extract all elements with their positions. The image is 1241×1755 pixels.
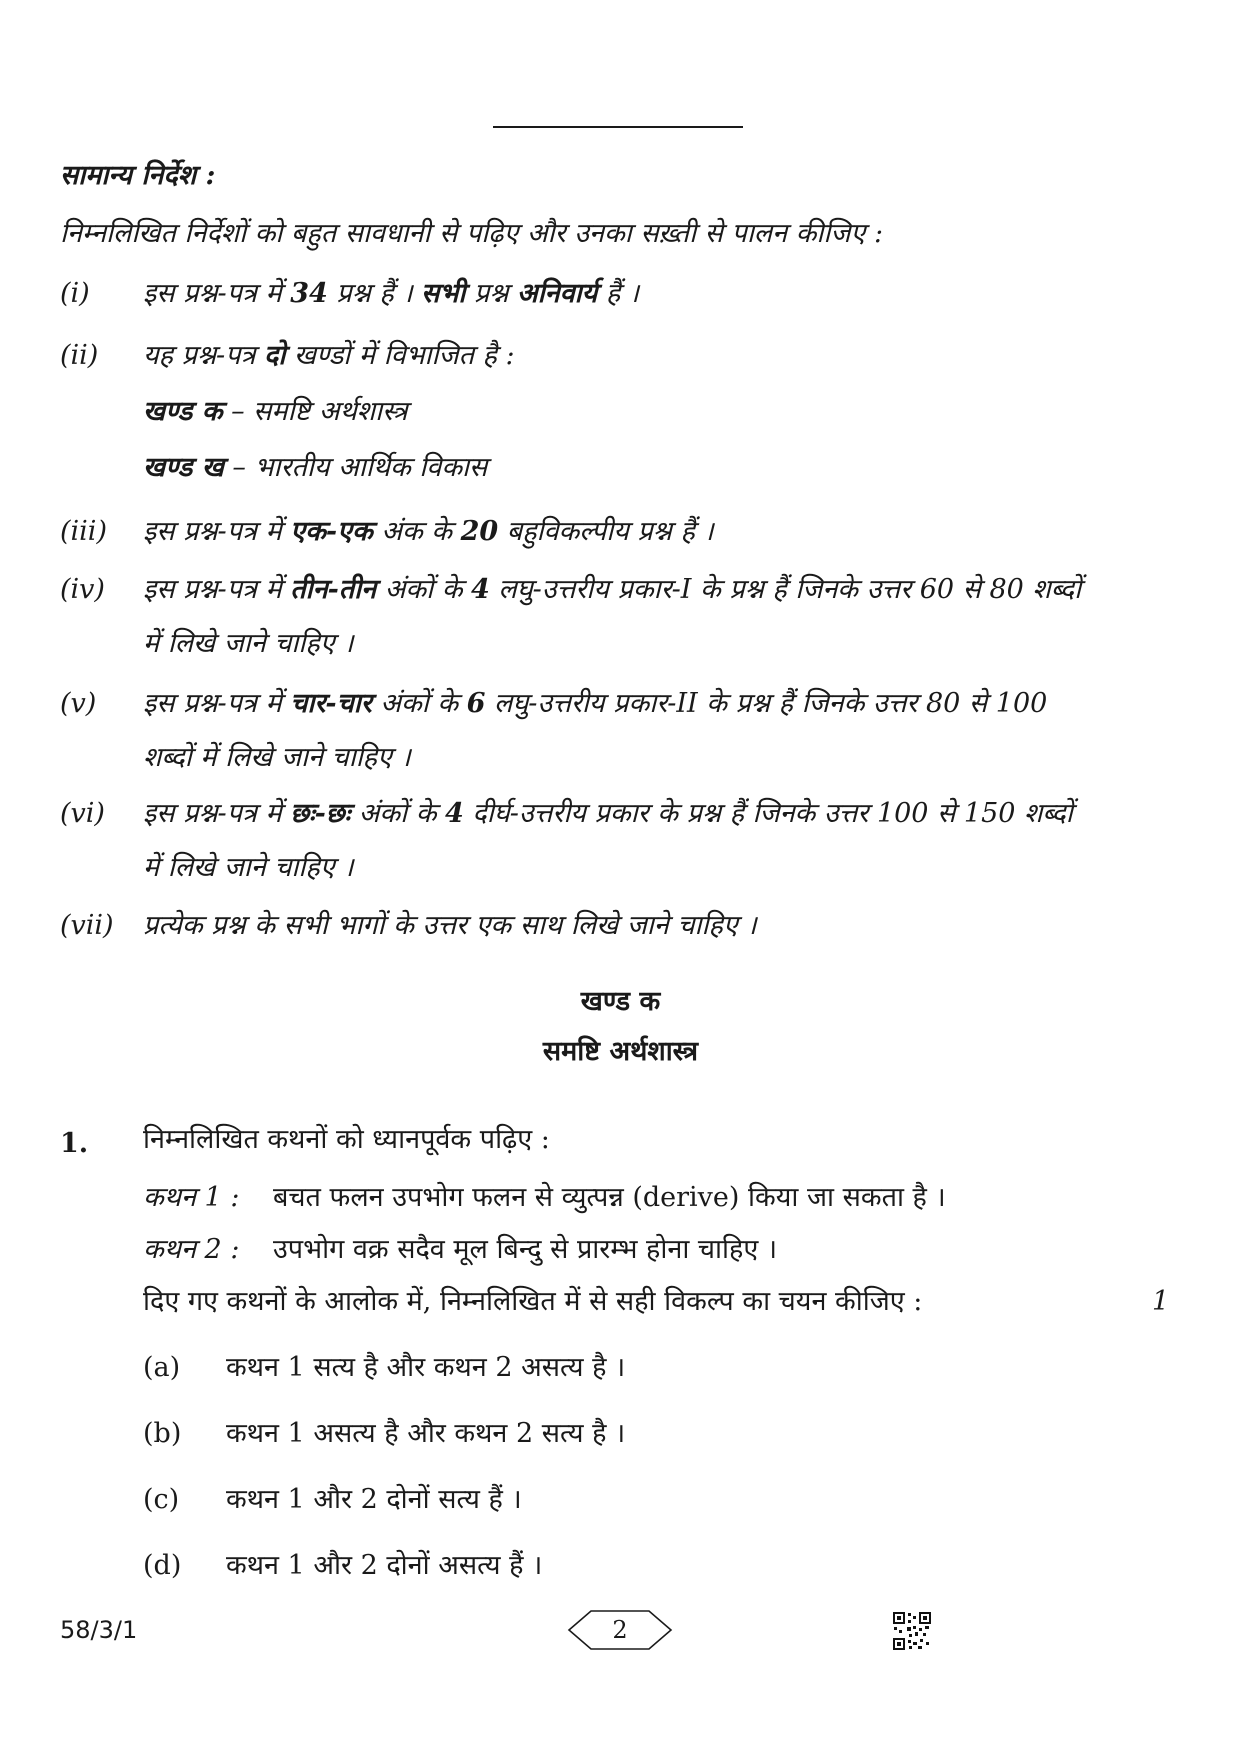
option-c-text: कथन 1 और 2 दोनों सत्य हैं । [226,1484,522,1515]
page-number: 2 [612,1616,628,1644]
section-title: खण्ड क [580,986,661,1017]
qr-code-icon [893,1612,931,1650]
instruction-item-3: इस प्रश्न-पत्र में एक-एक अंक के 20 बहुविकल्पीय प्रश्न हैं । [143,516,714,547]
top-divider [493,126,743,128]
instruction-number: (v) [60,688,97,719]
instruction-number: (ii) [60,340,99,371]
instruction-item-4-continuation: में लिखे जाने चाहिए । [143,628,354,659]
instruction-number: (vi) [60,798,105,829]
instruction-item-6: इस प्रश्न-पत्र में छः-छः अंकों के 4 दीर्घ-उत्तरीय प्रकार के प्रश्न हैं जिनके उत्तर 100 से 150 शब्दों [143,798,1073,829]
section-b-description: खण्ड ख – भारतीय आर्थिक विकास [143,452,488,483]
instruction-item-5: इस प्रश्न-पत्र में चार-चार अंकों के 6 लघु-उत्तरीय प्रकार-II के प्रश्न हैं जिनके उत्तर 80 से 100 [143,688,1048,719]
question-instruction: दिए गए कथनों के आलोक में, निम्नलिखित में से सही विकल्प का चयन कीजिए : [143,1286,923,1317]
instruction-item-7: प्रत्येक प्रश्न के सभी भागों के उत्तर एक साथ लिखे जाने चाहिए । [143,910,757,941]
instruction-item-1: इस प्रश्न-पत्र में 34 प्रश्न हैं । सभी प्रश्न अनिवार्य हैं । [143,278,640,309]
statement-2-text: उपभोग वक्र सदैव मूल बिन्दु से प्रारम्भ होना चाहिए । [273,1234,778,1265]
question-prompt: निम्नलिखित कथनों को ध्यानपूर्वक पढ़िए : [143,1124,550,1155]
instruction-item-6-continuation: में लिखे जाने चाहिए । [143,852,354,883]
option-label: (d) [143,1550,182,1581]
question-marks: 1 [1152,1286,1170,1317]
option-label: (b) [143,1418,182,1449]
instruction-item-4: इस प्रश्न-पत्र में तीन-तीन अंकों के 4 लघु-उत्तरीय प्रकार-I के प्रश्न हैं जिनके उत्तर 60 से 80 शब्दों [143,574,1082,605]
instruction-item-5-continuation: शब्दों में लिखे जाने चाहिए । [143,742,411,773]
statement-1-text: बचत फलन उपभोग फलन से व्युत्पन्न (derive) किया जा सकता है । [273,1182,946,1213]
paper-code: 58/3/1 [60,1616,138,1644]
instructions-intro: निम्नलिखित निर्देशों को बहुत सावधानी से पढ़िए और उनका सख़्ती से पालन कीजिए : [60,218,884,249]
question-number: 1. [60,1128,89,1159]
instruction-number: (vii) [60,910,114,941]
option-label: (c) [143,1484,180,1515]
option-d-text: कथन 1 और 2 दोनों असत्य हैं । [226,1550,543,1581]
option-label: (a) [143,1352,181,1383]
instruction-number: (iv) [60,574,105,605]
statement-2-label: कथन 2 : [143,1234,240,1265]
statement-1-label: कथन 1 : [143,1182,240,1213]
section-a-description: खण्ड क – समष्टि अर्थशास्त्र [143,396,408,427]
option-a-text: कथन 1 सत्य है और कथन 2 असत्य है । [226,1352,626,1383]
page-number-badge [567,1609,673,1651]
section-subtitle: समष्टि अर्थशास्त्र [542,1036,699,1067]
instruction-number: (i) [60,278,90,309]
instruction-item-2: यह प्रश्न-पत्र दो खण्डों में विभाजित है : [143,340,515,371]
instruction-number: (iii) [60,516,107,547]
option-b-text: कथन 1 असत्य है और कथन 2 सत्य है । [226,1418,626,1449]
instructions-heading: सामान्य निर्देश : [60,160,216,191]
